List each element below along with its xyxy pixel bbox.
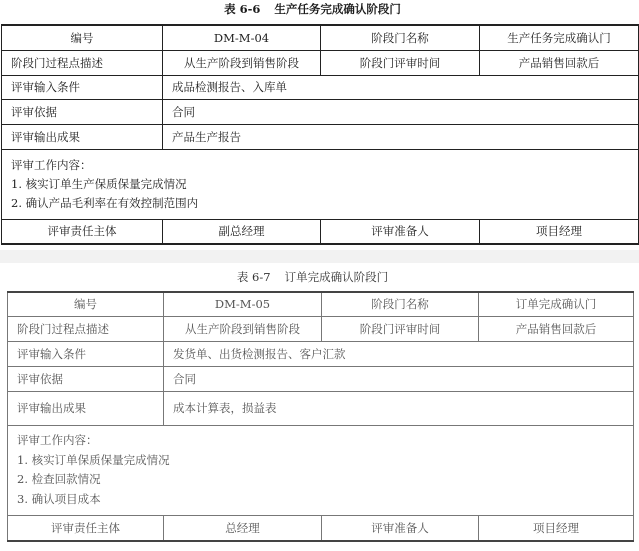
review-work-content bbox=[2, 149, 639, 219]
process-desc-label: 阶段门过程点描述 bbox=[8, 316, 164, 341]
responsible-value: 总经理 bbox=[164, 515, 322, 541]
table-row bbox=[8, 515, 634, 541]
preparer-label: 评审准备人 bbox=[322, 515, 479, 541]
id-value: DM-M-04 bbox=[163, 25, 321, 50]
table-row bbox=[2, 50, 639, 75]
preparer-value: 项目经理 bbox=[479, 515, 634, 541]
gate-name-label: 阶段门名称 bbox=[321, 25, 480, 50]
table-number: 表 6-7 bbox=[236, 270, 271, 284]
table-row bbox=[8, 391, 634, 425]
table-row bbox=[2, 25, 639, 50]
work-content-title: 评审工作内容： bbox=[11, 157, 92, 172]
table-row bbox=[2, 99, 639, 124]
table-row bbox=[2, 124, 639, 149]
work-item: 2. 确认产品毛利率在有效控制范围内 bbox=[11, 195, 199, 210]
review-inputs-value: 成品检测报告、入库单 bbox=[163, 75, 639, 99]
table-row bbox=[2, 75, 639, 99]
review-outputs-value: 产品生产报告 bbox=[163, 124, 639, 149]
table-row bbox=[2, 149, 639, 219]
review-basis-value: 合同 bbox=[163, 99, 639, 124]
responsible-label: 评审责任主体 bbox=[2, 219, 163, 244]
table-row bbox=[8, 341, 634, 366]
table-row bbox=[8, 366, 634, 391]
id-label: 编号 bbox=[2, 25, 163, 50]
work-item: 1. 核实订单保质保量完成情况 bbox=[17, 452, 170, 467]
work-item: 2. 检查回款情况 bbox=[17, 472, 101, 486]
review-inputs-label: 评审输入条件 bbox=[2, 75, 163, 99]
review-basis-value: 合同 bbox=[164, 366, 634, 391]
review-time-label: 阶段门评审时间 bbox=[321, 50, 480, 75]
review-outputs-label: 评审输出成果 bbox=[8, 391, 164, 425]
id-label: 编号 bbox=[8, 292, 164, 316]
responsible-value: 副总经理 bbox=[163, 219, 321, 244]
work-content-title: 评审工作内容： bbox=[17, 433, 98, 447]
responsible-label: 评审责任主体 bbox=[8, 515, 164, 541]
process-desc-value: 从生产阶段到销售阶段 bbox=[164, 316, 322, 341]
table-row bbox=[8, 425, 634, 515]
review-time-value: 产品销售回款后 bbox=[480, 50, 639, 75]
work-item: 1. 核实订单生产保质保量完成情况 bbox=[11, 176, 187, 191]
review-basis-label: 评审依据 bbox=[8, 366, 164, 391]
review-work-content bbox=[8, 425, 634, 515]
section-gap bbox=[0, 250, 639, 263]
gate-name-value: 生产任务完成确认门 bbox=[480, 25, 639, 50]
table-title: 订单完成确认阶段门 bbox=[284, 270, 389, 284]
work-item: 3. 确认项目成本 bbox=[17, 491, 101, 506]
table-number: 表 6-6 bbox=[224, 2, 261, 16]
table-row bbox=[8, 316, 634, 341]
id-value: DM-M-05 bbox=[164, 292, 322, 316]
review-outputs-value: 成本计算表，损益表 bbox=[164, 391, 634, 425]
review-outputs-label: 评审输出成果 bbox=[2, 124, 163, 149]
table-6-7 bbox=[7, 291, 634, 542]
table-row bbox=[2, 219, 639, 244]
gate-name-value: 订单完成确认门 bbox=[479, 292, 634, 316]
review-time-label: 阶段门评审时间 bbox=[322, 316, 479, 341]
review-time-value: 产品销售回款后 bbox=[479, 316, 634, 341]
review-basis-label: 评审依据 bbox=[2, 99, 163, 124]
gate-name-label: 阶段门名称 bbox=[322, 292, 479, 316]
table-6-6 bbox=[1, 24, 639, 245]
table-6-7-caption bbox=[0, 270, 639, 284]
process-desc-value: 从生产阶段到销售阶段 bbox=[163, 50, 321, 75]
table-6-6-caption bbox=[0, 2, 639, 16]
preparer-value: 项目经理 bbox=[480, 219, 639, 244]
review-inputs-label: 评审输入条件 bbox=[8, 341, 164, 366]
review-inputs-value: 发货单、出货检测报告、客户汇款 bbox=[164, 341, 634, 366]
table-row bbox=[8, 292, 634, 316]
preparer-label: 评审准备人 bbox=[321, 219, 480, 244]
table-title: 生产任务完成确认阶段门 bbox=[274, 2, 401, 16]
process-desc-label: 阶段门过程点描述 bbox=[2, 50, 163, 75]
